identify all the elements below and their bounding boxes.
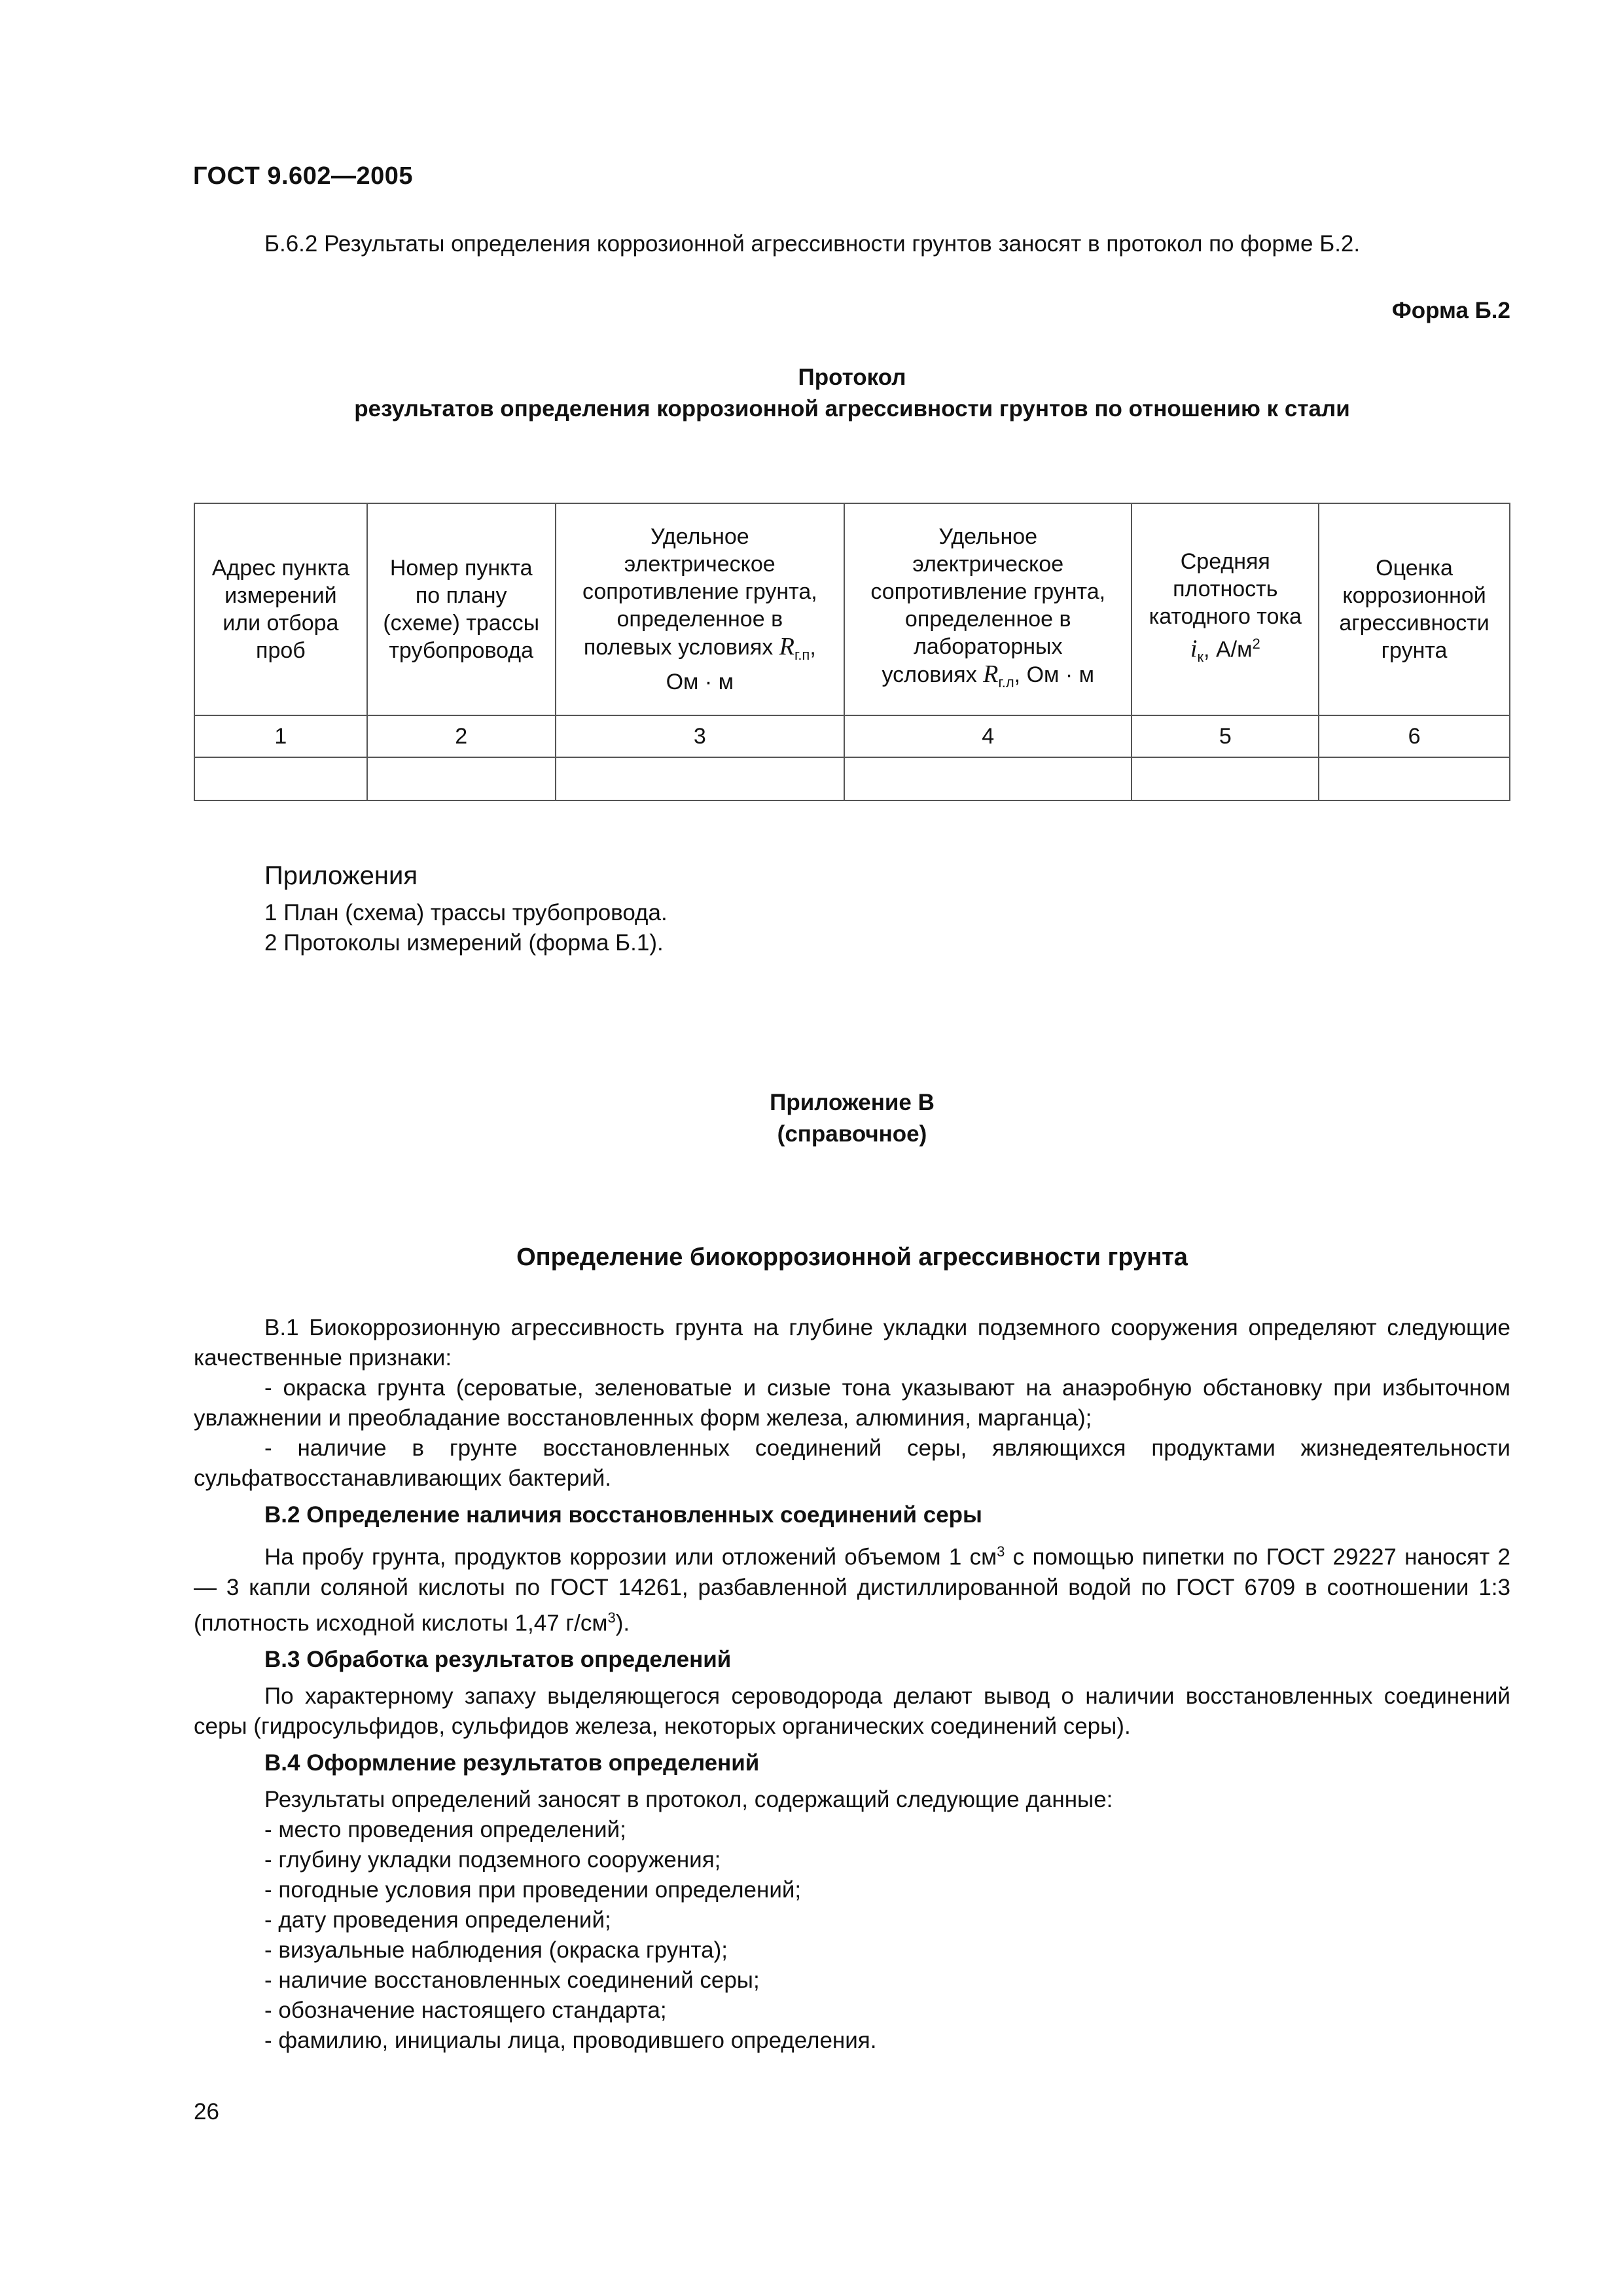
document-header: ГОСТ 9.602—2005 bbox=[193, 162, 413, 190]
column-number: 4 bbox=[844, 715, 1132, 757]
header-aggressiveness: Оценка коррозионной агрессивности грунта bbox=[1319, 503, 1510, 715]
list-item: - дату проведения определений; bbox=[264, 1907, 611, 1933]
page-number: 26 bbox=[194, 2099, 219, 2125]
section-v4-title: В.4 Оформление результатов определений bbox=[264, 1750, 760, 1776]
section-v1-paragraph: В.1 Биокоррозионную агрессивность грунта на глубине укладки подземного сооружения определяют следующие качественные признаки: bbox=[194, 1315, 1510, 1371]
header-field-resistivity: Удельное электрическое сопротивление грунта, определенное в полевых условиях $R_{г.п}$, Ом · м bbox=[556, 503, 844, 715]
intro-paragraph: Б.6.2 Результаты определения коррозионной агрессивности грунтов заносят в протокол по форме Б.2. bbox=[264, 231, 1361, 257]
empty-cell bbox=[367, 757, 556, 800]
list-item: - визуальные наблюдения (окраска грунта); bbox=[264, 1937, 728, 1964]
list-item: - место проведения определений; bbox=[264, 1817, 626, 1843]
protocol-table bbox=[194, 503, 1510, 801]
empty-cell bbox=[1132, 757, 1319, 800]
column-number: 2 bbox=[367, 715, 556, 757]
section-v2-paragraph: На пробу грунта, продуктов коррозии или отложений объемом 1 $см^3$ с помощью пипетки по ГОСТ 29227 наносят 2 — 3 капли соляной кислоты по ГОСТ 14261, разбавленной дистиллированной водой по ГОСТ 6709 в соотношении 1:3 (плотность исходной кислоты 1,47 $г/см^3$). bbox=[194, 1543, 1510, 1636]
form-label: Форма Б.2 bbox=[1391, 298, 1510, 323]
section-v4-paragraph: Результаты определений заносят в протокол, содержащий следующие данные: bbox=[264, 1787, 1113, 1813]
empty-cell bbox=[1319, 757, 1510, 800]
table-header-row bbox=[194, 503, 1510, 715]
header-lab-resistivity: Удельное электрическое сопротивление грунта, определенное в лабораторных условиях $R_{г.л}$, Ом · м bbox=[844, 503, 1132, 715]
empty-cell bbox=[844, 757, 1132, 800]
protocol-subtitle: результатов определения коррозионной агрессивности грунтов по отношению к стали bbox=[354, 396, 1350, 422]
appendix-label: Приложение В bbox=[770, 1090, 935, 1115]
attachment-item: 2 Протоколы измерений (форма Б.1). bbox=[264, 930, 664, 956]
column-number: 6 bbox=[1319, 715, 1510, 757]
section-v3-paragraph: По характерному запаху выделяющегося сероводорода делают вывод о наличии восстановленных соединений серы (гидросульфидов, сульфидов железа, некоторых органических соединений серы). bbox=[194, 1683, 1510, 1740]
empty-cell bbox=[556, 757, 844, 800]
list-item: - наличие восстановленных соединений серы; bbox=[264, 1967, 760, 1994]
list-item: - обозначение настоящего стандарта; bbox=[264, 1998, 667, 2024]
attachments-title: Приложения bbox=[264, 861, 418, 890]
table-empty-row bbox=[194, 757, 1510, 800]
appendix-body bbox=[194, 1313, 1510, 2056]
list-item: - глубину укладки подземного сооружения; bbox=[264, 1847, 721, 1873]
header-point-number: Номер пункта по плану (схеме) трассы трубопровода bbox=[367, 503, 556, 715]
column-number: 5 bbox=[1132, 715, 1319, 757]
appendix-type: (справочное) bbox=[777, 1121, 927, 1147]
table-number-row bbox=[194, 715, 1510, 757]
section-v2-title: В.2 Определение наличия восстановленных соединений серы bbox=[264, 1502, 982, 1528]
protocol-title: Протокол bbox=[798, 365, 906, 390]
column-number: 1 bbox=[194, 715, 367, 757]
list-item: - фамилию, инициалы лица, проводившего определения. bbox=[264, 2028, 877, 2054]
list-item: - погодные условия при проведении определений; bbox=[264, 1877, 802, 1903]
header-address: Адрес пункта измерений или отбора проб bbox=[194, 503, 367, 715]
section-v3-title: В.3 Обработка результатов определений bbox=[264, 1647, 732, 1673]
column-number: 3 bbox=[556, 715, 844, 757]
section-v1-bullet: - окраска грунта (сероватые, зеленоватые и сизые тона указывают на анаэробную обстановку при избыточном увлажнении и преобладание восстановленных форм железа, алюминия, марганца); bbox=[194, 1375, 1510, 1431]
section-v1-bullet: - наличие в грунте восстановленных соединений серы, являющихся продуктами жизнедеятельности сульфатвосстанавливающих бактерий. bbox=[194, 1435, 1510, 1491]
appendix-title: Определение биокоррозионной агрессивности грунта bbox=[516, 1244, 1188, 1271]
empty-cell bbox=[194, 757, 367, 800]
attachment-item: 1 План (схема) трассы трубопровода. bbox=[264, 900, 668, 925]
header-cathodic-current: Средняя плотность катодного тока $i_к$, $А/м^2$ bbox=[1132, 503, 1319, 715]
